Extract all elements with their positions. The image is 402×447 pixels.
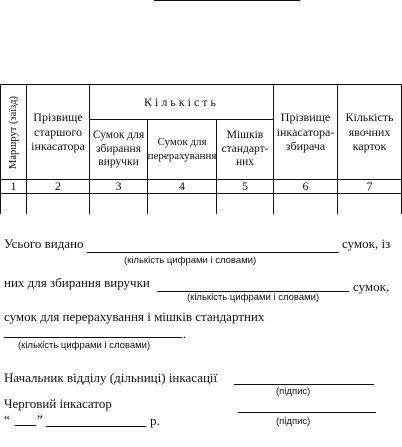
hint-signature: (підпис) <box>276 416 311 427</box>
col-number: 2 <box>55 179 61 193</box>
duty-signature-field[interactable] <box>238 412 376 413</box>
hint-amount: (кількість цифрами і словами) <box>124 255 257 266</box>
top-rule <box>154 0 300 1</box>
hint-amount: (кількість цифрами і словами) <box>187 292 320 303</box>
bags-comma-from: сумок, із <box>342 236 391 251</box>
bags-comma: сумок, <box>353 279 390 294</box>
col-attendance-cards-header: Кількість явочних карток <box>345 110 394 154</box>
date-month-field[interactable] <box>46 426 146 427</box>
collection-table <box>0 84 402 214</box>
transfer-bags-field[interactable] <box>4 337 182 338</box>
col-number: 7 <box>366 179 373 193</box>
duty-collector-label: Черговий інкасатор <box>4 396 112 411</box>
hint-signature: (підпис) <box>276 386 311 397</box>
col-number: 6 <box>302 179 309 193</box>
col-quantity-header: Кількість <box>143 94 219 109</box>
head-of-department-label: Начальник відділу (дільниці) інкасації <box>4 370 218 385</box>
hint-amount: (кількість цифрами і словами) <box>18 340 151 351</box>
col-number: 3 <box>115 179 122 193</box>
issued-total-field[interactable] <box>87 252 339 253</box>
date-open-quote: “ <box>4 412 10 427</box>
col-route-header: Маршрут (заїзд) <box>8 95 19 169</box>
col-bags-transfer-header: Сумок для перерахування <box>147 136 217 162</box>
col-number: 5 <box>242 179 248 193</box>
col-bags-revenue-header: Сумок для збирання виручки <box>92 128 145 169</box>
col-collector-name-header: Прізвище інкасатора-збирача <box>276 110 335 154</box>
issued-total-label: Усього видано <box>4 236 84 251</box>
col-standard-bags-header: Мішків стандарт-них <box>221 128 269 169</box>
year-suffix: р. <box>150 413 160 428</box>
col-senior-name-header: Прізвище старшого інкасатора <box>31 110 85 154</box>
date-day-field[interactable] <box>15 425 36 426</box>
col-number: 1 <box>10 179 17 193</box>
transfer-bags-line: сумок для перерахування і мішків стандартних <box>4 309 265 324</box>
date-close-quote: ” <box>37 412 43 427</box>
of-them-revenue-label: них для збирання виручки <box>4 275 150 290</box>
period: . <box>183 326 187 341</box>
head-signature-field[interactable] <box>234 384 374 385</box>
col-number: 4 <box>179 179 185 193</box>
